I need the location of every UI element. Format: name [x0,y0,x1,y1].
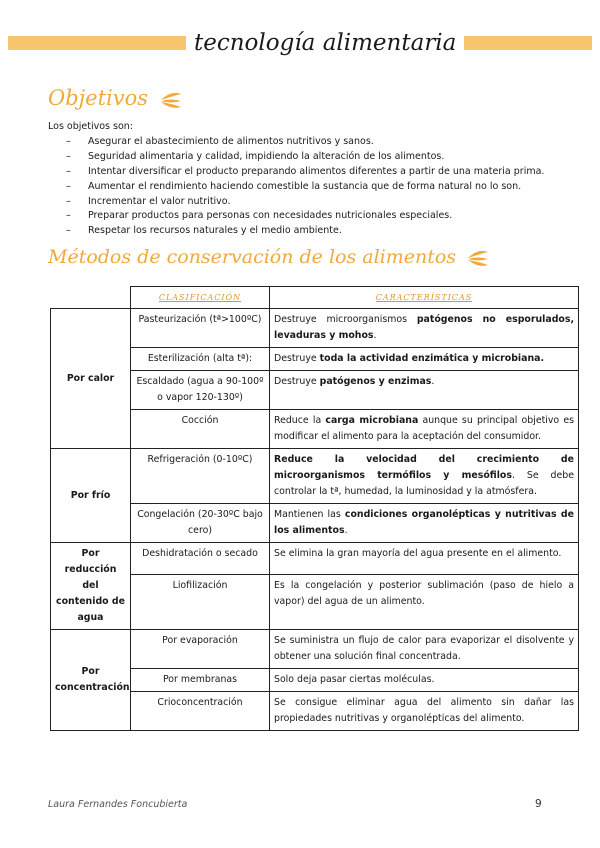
table-header-row [51,287,579,309]
desc-bold: toda la actividad enzimática y microbiana. [319,353,545,364]
method-cell: Pasteurización (tª>100ºC) [131,309,270,348]
list-item: – Asegurar el abastecimiento de alimentos nutritivos y sanos. [66,135,544,150]
desc-bold: patógenos no esporulados, levaduras y mohos [274,314,575,341]
column-header-classification: CLASIFICACIÓN [131,287,270,309]
desc-text: Destruye [274,353,320,364]
table-row [51,410,579,449]
desc-text: . Se debe controlar la tª, humedad, la luminosidad y la atmósfera. [274,470,574,497]
method-cell: Escaldado (agua a 90-100º o vapor 120-130º) [131,371,270,410]
desc-text: aunque su principal objetivo es modificar el alimento para la aceptación del consumidor. [274,415,574,442]
description-cell [270,630,579,669]
desc-text: Se consigue eliminar agua del alimento sin dañar las propiedades nutritivas y organolépticas del alimento. [274,697,574,724]
methods-heading-text: Métodos de conservación de los alimentos [48,246,457,268]
desc-text: Reduce la [274,415,326,426]
list-item: – Respetar los recursos naturales y el medio ambiente. [66,224,544,239]
desc-text: Solo deja pasar ciertas moléculas. [274,674,435,685]
desc-text: Destruye [274,376,320,387]
blank-corner [51,287,131,309]
description-cell [270,309,579,348]
group-cell: Por frío [51,449,131,543]
column-header-characteristics: CARACTERÍSTICAS [270,287,579,309]
method-cell: Deshidratación o secado [131,543,270,575]
method-cell: Por membranas [131,669,270,692]
table-row [51,348,579,371]
table-row [51,669,579,692]
list-item: – Preparar productos para personas con necesidades nutricionales especiales. [66,209,544,224]
objectives-intro: Los objetivos son: [48,121,133,132]
method-cell: Cocción [131,410,270,449]
objectives-heading [48,86,183,110]
leaf-icon [466,248,490,268]
description-cell [270,504,579,543]
conservation-methods-table [50,286,579,731]
page-title: tecnología alimentaria [186,28,464,58]
desc-bold: Reduce la velocidad del crecimiento de microorganismos termófilos y mesófilos [274,454,574,481]
desc-text: . [373,330,377,341]
desc-text: Es la congelación y posterior sublimación (paso de hielo a vapor) del agua de un alimento. [274,580,574,608]
description-cell [270,543,579,575]
method-cell: Refrigeración (0-10ºC) [131,449,270,504]
desc-text: Se elimina la gran mayoría del agua presente en el alimento. [274,548,562,559]
list-item: – Intentar diversificar el producto preparando alimentos diferentes a partir de una materia prima. [66,165,544,180]
table-row [51,371,579,410]
method-cell: Por evaporación [131,630,270,669]
table-row [51,449,579,504]
desc-bold: carga microbiana [325,415,419,426]
list-item: – Incrementar el valor nutritivo. [66,195,544,210]
description-cell [270,692,579,731]
desc-text: Mantienen las [274,509,345,520]
desc-bold: condiciones organolépticas y nutritivas de los alimentos [274,509,575,536]
footer-author: Laura Fernandes Foncubierta [48,799,188,810]
description-cell [270,669,579,692]
method-cell: Crioconcentración [131,692,270,731]
description-cell [270,575,579,630]
page-number: 9 [535,798,542,810]
group-cell: Por calor [51,309,131,449]
list-item: – Aumentar el rendimiento haciendo comestible la sustancia que de forma natural no lo son. [66,180,544,195]
group-cell: Por reducción del contenido de agua [51,543,131,630]
table-row [51,543,579,575]
method-cell: Congelación (20-30ºC bajo cero) [131,504,270,543]
objectives-heading-text: Objetivos [48,86,149,110]
table-row [51,692,579,731]
desc-text: Se suministra un flujo de calor para evaporizar el disolvente y obtener una solución final concentrada. [274,635,574,662]
description-cell [270,348,579,371]
table-row [51,309,579,348]
table-row [51,575,579,630]
description-cell [270,449,579,504]
description-cell [270,371,579,410]
table-row [51,504,579,543]
leaf-icon [159,90,183,110]
desc-bold: patógenos y enzimas [319,376,432,387]
desc-text: . [344,525,348,536]
methods-heading [48,246,490,268]
description-cell [270,410,579,449]
group-cell: Por concentración [51,630,131,731]
list-item: – Seguridad alimentaria y calidad, impidiendo la alteración de los alimentos. [66,150,544,165]
method-cell: Esterilización (alta tª): [131,348,270,371]
method-cell: Liofilización [131,575,270,630]
table-row [51,630,579,669]
desc-text: . [431,376,435,387]
desc-text: Destruye microorganismos [274,314,417,325]
objectives-list [66,135,544,239]
